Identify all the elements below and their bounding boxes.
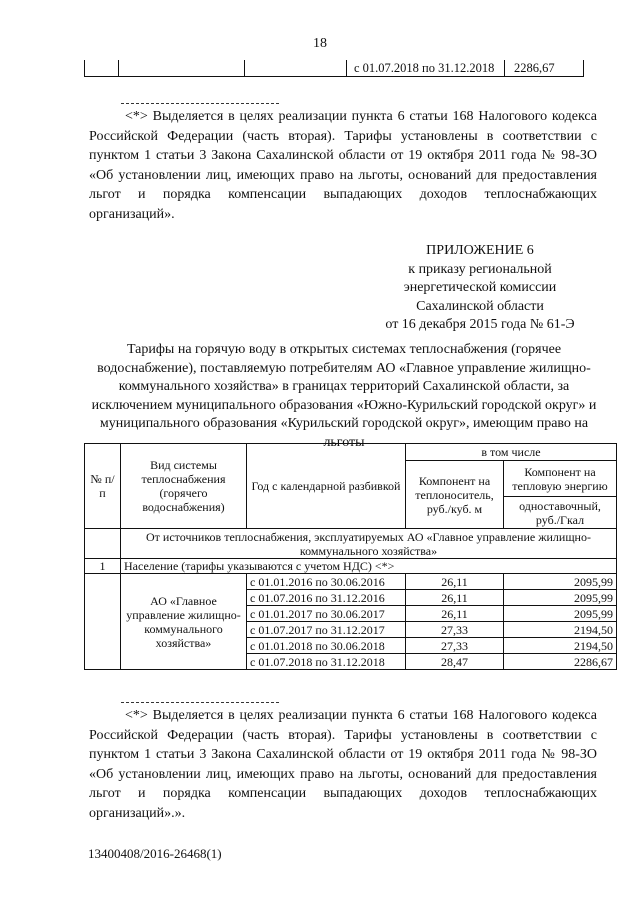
table-row-energy: 2095,99 — [504, 590, 617, 606]
empty-cell — [85, 574, 121, 670]
table-border — [504, 60, 505, 77]
fragment-period: с 01.07.2018 по 31.12.2018 — [354, 61, 495, 75]
row-label: Население (тарифы указываются с учетом НДС) <*> — [121, 559, 617, 574]
organization-name: АО «Главное управление жилищно-коммунального хозяйства» — [121, 574, 247, 670]
table-row-energy: 2095,99 — [504, 606, 617, 622]
header-energy: Компонент на тепловую энергию — [504, 461, 617, 497]
table-row-energy: 2286,67 — [504, 654, 617, 670]
table-row-carrier: 27,33 — [406, 622, 504, 638]
section-header: От источников теплоснабжения, эксплуатируемых АО «Главное управление жилищно-коммунального хозяйства» — [121, 529, 617, 559]
appendix-block — [360, 242, 600, 335]
table-row-period: с 01.07.2016 по 31.12.2016 — [247, 590, 406, 606]
header-year: Год с календарной разбивкой — [247, 444, 406, 529]
header-system-kind: Вид системы теплоснабжения (горячего водоснабжения) — [121, 444, 247, 529]
table-row-carrier: 26,11 — [406, 590, 504, 606]
tariff-table — [84, 443, 617, 670]
table-row-energy: 2194,50 — [504, 622, 617, 638]
table-row-carrier: 27,33 — [406, 638, 504, 654]
appendix-line: Сахалинской области — [416, 298, 544, 314]
table-row-carrier: 26,11 — [406, 606, 504, 622]
table-row-period: с 01.01.2017 по 30.06.2017 — [247, 606, 406, 622]
table-border — [346, 60, 347, 77]
appendix-line: к приказу региональной — [408, 261, 552, 277]
header-carrier: Компонент на теплоноситель, руб./куб. м — [406, 461, 504, 529]
table-row-carrier: 26,11 — [406, 574, 504, 590]
header-number: № п/п — [85, 444, 121, 529]
table-border — [118, 60, 119, 77]
footnote-separator — [121, 702, 279, 703]
header-single-rate: одноставочный, руб./Гкал — [504, 497, 617, 529]
appendix-line: энергетической комиссии — [403, 280, 557, 295]
row-number: 1 — [85, 559, 121, 574]
table-row-energy: 2194,50 — [504, 638, 617, 654]
document-code: 13400408/2016-26468(1) — [88, 846, 222, 861]
table-row-period: с 01.01.2018 по 30.06.2018 — [247, 638, 406, 654]
table-row-energy: 2095,99 — [504, 574, 617, 590]
document-title: Тарифы на горячую воду в открытых системах теплоснабжения (горячее водоснабжение), поставляемую потребителям АО «Главное управление жилищно-коммунального хозяйства» в границах территорий Сахалинской области, за исключением муниципального образования «Южно-Курильский городской округ» и муниципального образования «Курильский городской округ», имеющим право на льготы — [91, 342, 597, 450]
header-including: в том числе — [406, 444, 617, 461]
top-table-fragment — [84, 60, 584, 77]
table-row-period: с 01.07.2017 по 31.12.2017 — [247, 622, 406, 638]
fragment-value: 2286,67 — [514, 61, 555, 75]
table-border — [84, 60, 85, 77]
page-number: 18 — [313, 36, 327, 51]
footnote-separator — [121, 103, 279, 104]
table-border — [244, 60, 245, 77]
table-row-period: с 01.01.2016 по 30.06.2016 — [247, 574, 406, 590]
appendix-line: от 16 декабря 2015 года № 61-Э — [385, 317, 575, 332]
appendix-title: ПРИЛОЖЕНИЕ 6 — [426, 243, 534, 258]
table-row-period: с 01.07.2018 по 31.12.2018 — [247, 654, 406, 670]
footnote-2: <*> Выделяется в целях реализации пункта 6 статьи 168 Налогового кодекса Российской Федерации (часть вторая). Тарифы установлены в соответствии с пунктом 1 статьи 3 Закона Сахалинской области от 19 октября 2011 года № 98-ЗО «Об установлении лиц, имеющих право на льготы, оснований для предоставления льгот и порядка компенсации выпадающих доходов теплоснабжающих организаций».». — [89, 708, 597, 821]
footnote-1: <*> Выделяется в целях реализации пункта 6 статьи 168 Налогового кодекса Российской Федерации (часть вторая). Тарифы установлены в соответствии с пунктом 1 статьи 3 Закона Сахалинской области от 19 октября 2011 года № 98-ЗО «Об установлении лиц, имеющих право на льготы, оснований для предоставления льгот и порядка компенсации выпадающих доходов теплоснабжающих организаций». — [89, 109, 597, 222]
table-border — [583, 60, 584, 77]
table-border — [84, 76, 584, 77]
section-empty-cell — [85, 529, 121, 559]
table-row-carrier: 28,47 — [406, 654, 504, 670]
